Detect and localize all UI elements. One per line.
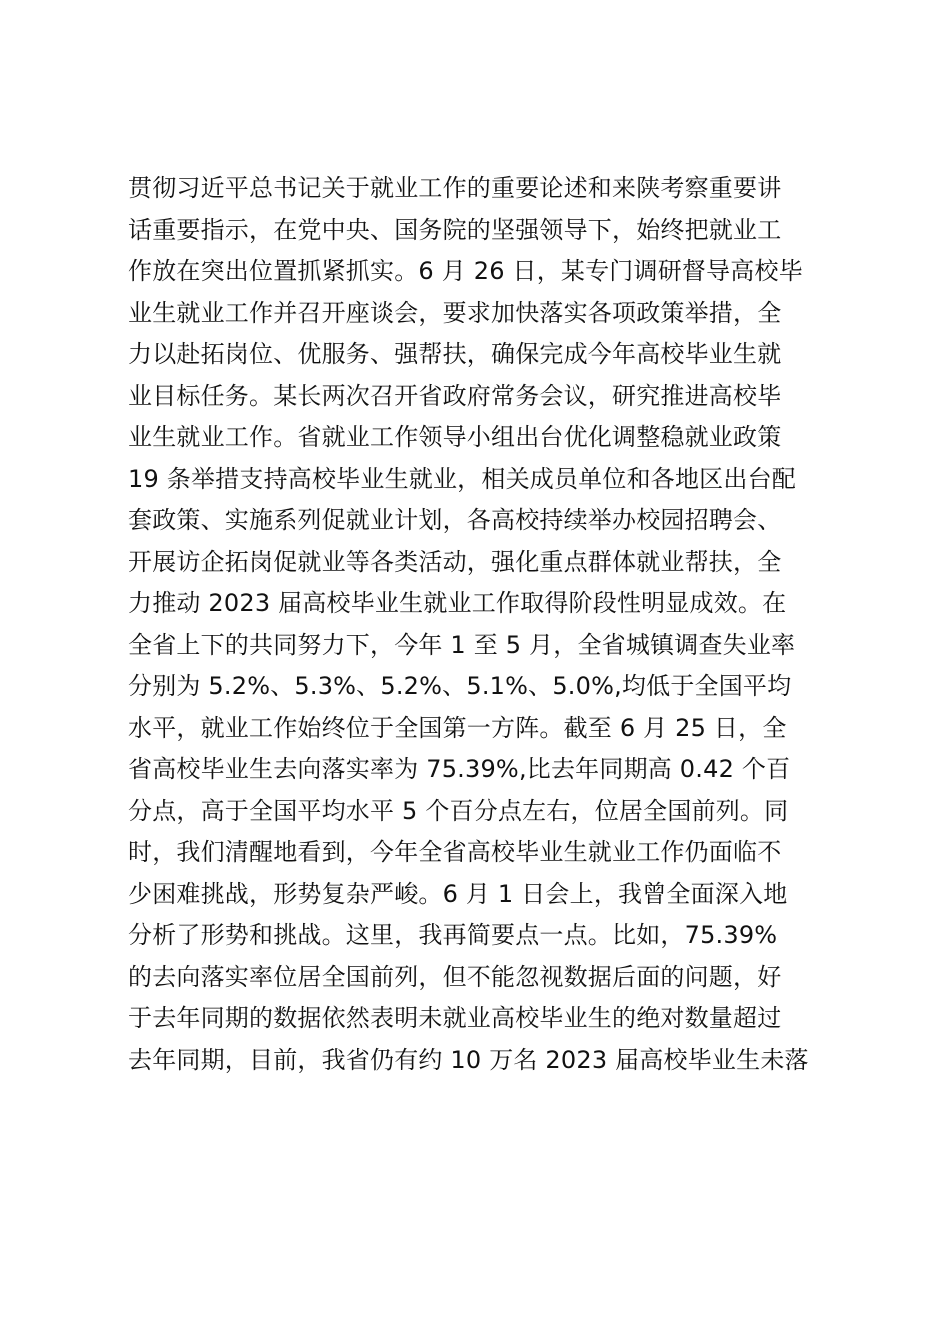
text-line: 去年同期，目前，我省仍有约 10 万名 2023 届高校毕业生未落 — [128, 1045, 809, 1074]
text-line: 时，我们清醒地看到，今年全省高校毕业生就业工作仍面临不 — [128, 838, 782, 866]
text-line: 水平，就业工作始终位于全国第一方阵。截至 6 月 25 日，全 — [128, 713, 787, 742]
text-line: 的去向落实率位居全国前列，但不能忽视数据后面的问题，好 — [128, 962, 782, 991]
text-line: 开展访企拓岗促就业等各类活动，强化重点群体就业帮扶，全 — [128, 547, 782, 576]
text-line: 贯彻习近平总书记关于就业工作的重要论述和来陕考察重要讲 — [128, 174, 782, 202]
text-line: 19 条举措支持高校毕业生就业，相关成员单位和各地区出台配 — [128, 464, 796, 493]
text-line: 作放在突出位置抓紧抓实。6 月 26 日，某专门调研督导高校毕 — [128, 257, 803, 285]
text-line: 话重要指示，在党中央、国务院的坚强领导下，始终把就业工 — [128, 215, 782, 244]
text-line: 业目标任务。某长两次召开省政府常务会议，研究推进高校毕 — [128, 381, 782, 410]
text-line: 套政策、实施系列促就业计划，各高校持续举办校园招聘会、 — [128, 506, 782, 534]
text-line: 力推动 2023 届高校毕业生就业工作取得阶段性明显成效。在 — [128, 589, 787, 617]
text-line: 全省上下的共同努力下，今年 1 至 5 月，全省城镇调查失业率 — [128, 630, 796, 659]
text-line: 分点，高于全国平均水平 5 个百分点左右，位居全国前列。同 — [128, 796, 789, 825]
text-line: 分别为 5.2%、5.3%、5.2%、5.1%、5.0%,均低于全国平均 — [128, 672, 792, 700]
text-line: 于去年同期的数据依然表明未就业高校毕业生的绝对数量超过 — [128, 1004, 782, 1032]
body-paragraph — [128, 168, 848, 1081]
text-line: 业生就业工作。省就业工作领导小组出台优化调整稳就业政策 — [128, 423, 782, 451]
text-line: 分析了形势和挑战。这里，我再简要点一点。比如，75.39% — [128, 921, 778, 949]
text-line: 业生就业工作并召开座谈会，要求加快落实各项政策举措，全 — [128, 298, 782, 327]
text-line: 少困难挑战，形势复杂严峻。6 月 1 日会上，我曾全面深入地 — [128, 879, 788, 908]
text-line: 省高校毕业生去向落实率为 75.39%,比去年同期高 0.42 个百 — [128, 755, 791, 783]
text-line: 力以赴拓岗位、优服务、强帮扶，确保完成今年高校毕业生就 — [128, 340, 782, 368]
